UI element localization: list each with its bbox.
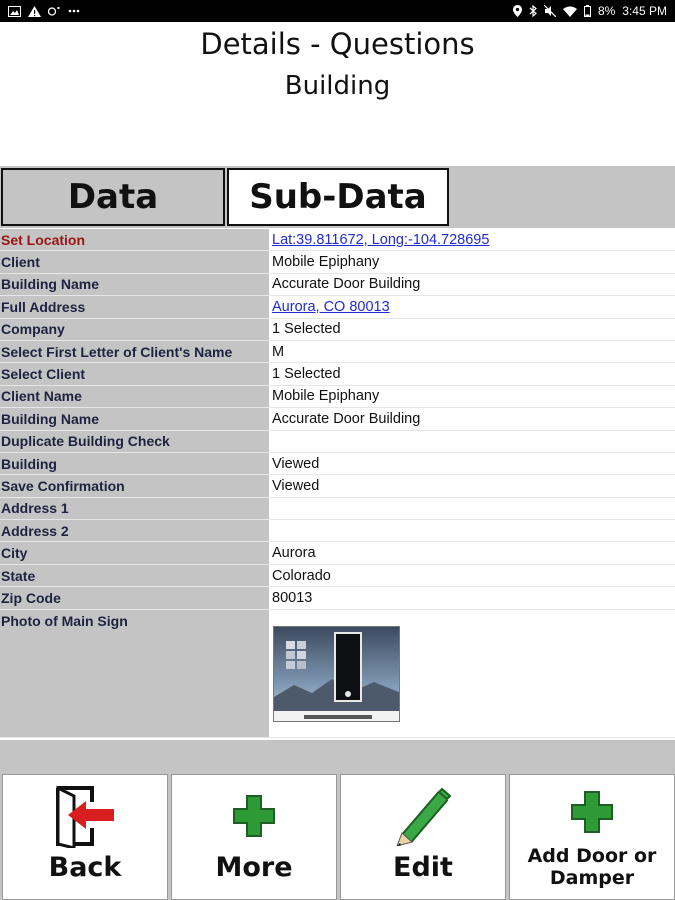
status-bar-right <box>513 4 667 18</box>
table-row[interactable] <box>0 587 675 609</box>
table-row-photo[interactable] <box>0 610 675 738</box>
row-label: Full Address <box>0 296 269 317</box>
row-label: Select Client <box>0 363 269 384</box>
table-row[interactable] <box>0 319 675 341</box>
pencil-icon <box>393 779 453 853</box>
address-link[interactable]: Aurora, CO 80013 <box>269 296 675 317</box>
row-value: 80013 <box>269 587 675 608</box>
tab-sub-data[interactable]: Sub-Data <box>227 168 449 226</box>
row-label: Address 1 <box>0 498 269 519</box>
row-label: Client Name <box>0 386 269 407</box>
tab-data[interactable]: Data <box>1 168 225 226</box>
wifi-icon <box>563 6 577 17</box>
plus-icon <box>232 779 276 853</box>
battery-icon <box>584 5 591 17</box>
row-label: Address 2 <box>0 520 269 541</box>
more-button-label: More <box>215 852 293 883</box>
header <box>0 22 675 166</box>
row-label: Building Name <box>0 408 269 429</box>
row-label: Duplicate Building Check <box>0 431 269 452</box>
row-value: 1 Selected <box>269 319 675 340</box>
table-row[interactable] <box>0 229 675 251</box>
row-label: Photo of Main Sign <box>0 610 269 737</box>
more-button[interactable] <box>171 774 337 900</box>
bluetooth-icon <box>529 5 537 17</box>
table-row[interactable] <box>0 565 675 587</box>
row-label: Company <box>0 319 269 340</box>
location-icon <box>513 5 522 17</box>
row-value: Viewed <box>269 453 675 474</box>
row-label-set-location: Set Location <box>0 229 269 250</box>
more-notifications-icon <box>68 9 80 13</box>
page-subtitle: Building <box>284 71 391 101</box>
table-footer-band <box>0 740 675 772</box>
row-label: Select First Letter of Client's Name <box>0 341 269 362</box>
row-value: Accurate Door Building <box>269 274 675 295</box>
data-saver-icon <box>48 6 61 17</box>
clock: 3:45 PM <box>622 4 667 18</box>
table-row[interactable] <box>0 453 675 475</box>
table-row[interactable] <box>0 296 675 318</box>
table-row[interactable] <box>0 431 675 453</box>
table-row[interactable] <box>0 341 675 363</box>
row-label: Building <box>0 453 269 474</box>
table-row[interactable] <box>0 386 675 408</box>
row-value <box>269 498 675 519</box>
tab-bar <box>0 166 675 228</box>
battery-percent: 8% <box>597 4 616 18</box>
row-value: M <box>269 341 675 362</box>
row-value <box>269 520 675 541</box>
row-label: Client <box>0 251 269 272</box>
row-label: State <box>0 565 269 586</box>
row-value <box>269 431 675 452</box>
page-title: Details - Questions <box>200 27 475 61</box>
add-door-button-label: Add Door or Damper <box>527 845 657 889</box>
edit-button[interactable] <box>340 774 506 900</box>
status-bar <box>0 0 675 22</box>
image-notification-icon <box>8 6 21 17</box>
bottom-button-bar <box>0 772 675 900</box>
row-value: Mobile Epiphany <box>269 251 675 272</box>
back-button[interactable] <box>2 774 168 900</box>
status-bar-left <box>8 6 80 17</box>
row-value: Accurate Door Building <box>269 408 675 429</box>
warning-icon <box>28 6 41 17</box>
table-row[interactable] <box>0 363 675 385</box>
add-door-or-damper-button[interactable] <box>509 774 675 900</box>
row-value: Viewed <box>269 475 675 496</box>
table-row[interactable] <box>0 475 675 497</box>
table-row[interactable] <box>0 274 675 296</box>
table-row[interactable] <box>0 408 675 430</box>
row-value: Mobile Epiphany <box>269 386 675 407</box>
row-label: Save Confirmation <box>0 475 269 496</box>
back-exit-icon <box>52 779 118 853</box>
row-value: 1 Selected <box>269 363 675 384</box>
location-link[interactable]: Lat:39.811672, Long:-104.728695 <box>269 229 675 250</box>
plus-icon <box>570 779 614 845</box>
photo-cell <box>269 610 675 737</box>
edit-button-label: Edit <box>393 852 453 883</box>
row-label: Building Name <box>0 274 269 295</box>
mute-icon <box>544 5 556 17</box>
table-row[interactable] <box>0 542 675 564</box>
main-sign-photo-thumbnail[interactable] <box>273 626 400 722</box>
row-label: City <box>0 542 269 563</box>
row-value: Aurora <box>269 542 675 563</box>
table-row[interactable] <box>0 251 675 273</box>
table-row[interactable] <box>0 520 675 542</box>
back-button-label: Back <box>48 852 122 883</box>
row-value: Colorado <box>269 565 675 586</box>
row-label: Zip Code <box>0 587 269 608</box>
details-table <box>0 229 675 738</box>
table-row[interactable] <box>0 498 675 520</box>
